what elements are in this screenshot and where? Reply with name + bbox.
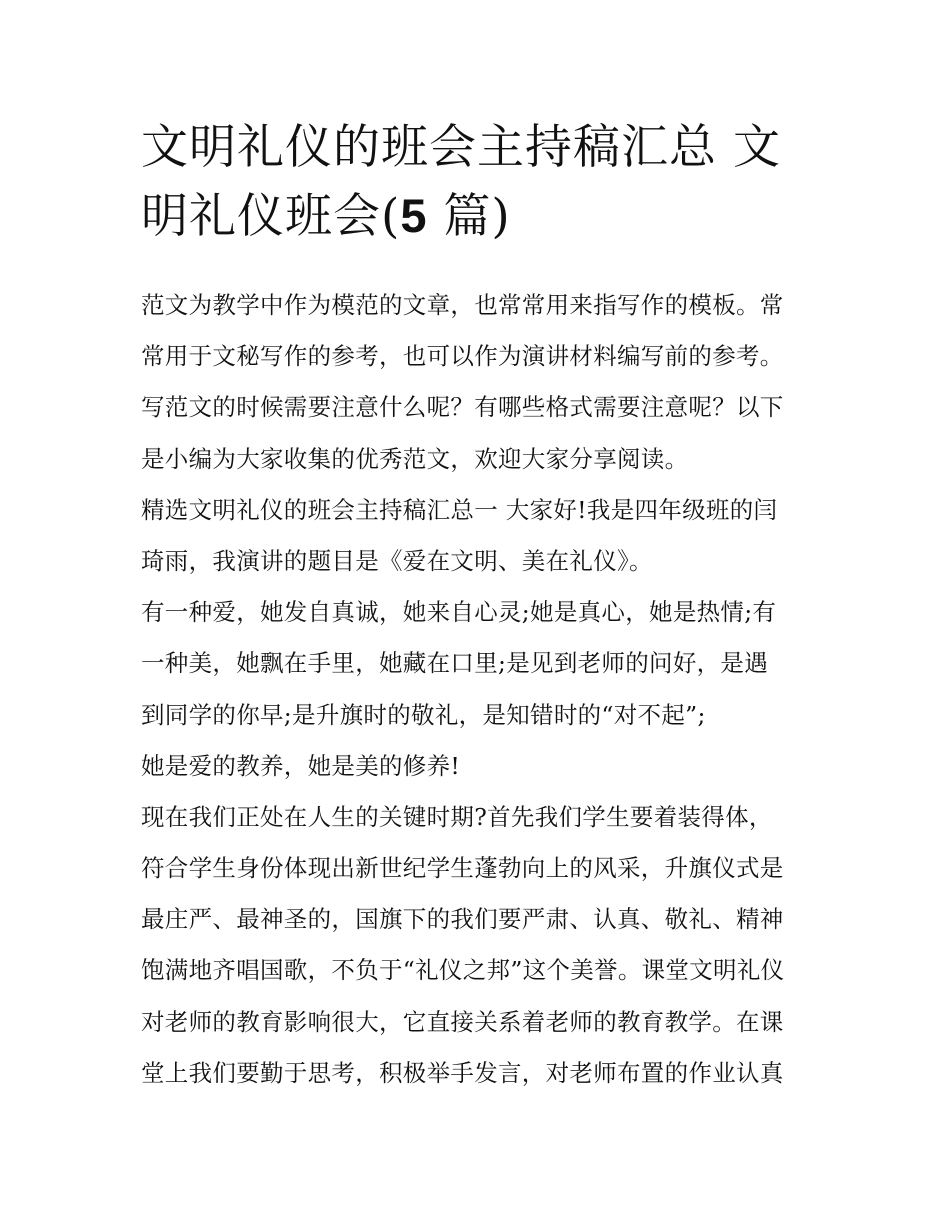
body-line: 饱满地齐唱国歌，不负于“礼仪之邦”这个美誉。课堂文明礼仪 [141,956,785,985]
body-line: 精选文明礼仪的班会主持稿汇总一 大家好!我是四年级班的闫 [141,495,778,524]
body-line: 琦雨，我演讲的题目是《爱在文明、美在礼仪》。 [141,546,653,575]
body-line: 写范文的时候需要注意什么呢？有哪些格式需要注意呢？以下 [141,393,784,422]
body-line: 到同学的你早;是升旗时的敬礼，是知错时的“对不起”; [141,700,706,729]
body-line: 最庄严、最神圣的，国旗下的我们要严肃、认真、敬礼、精神 [141,905,784,934]
title-text-part2: 篇) [427,189,511,244]
title-text-part1: 文明礼仪的班会主持稿汇总 文明礼仪班会( [141,120,781,244]
body-line: 对老师的教育影响很大，它直接关系着老师的教育教学。在课 [141,1007,784,1036]
body-line: 她是爱的教养，她是美的修养! [141,751,461,780]
body-line: 现在我们正处在人生的关键时期?首先我们学生要着装得体， [141,802,773,831]
body-line: 堂上我们要勤于思考，积极举手发言，对老师布置的作业认真 [141,1058,784,1087]
document-title [141,114,821,251]
body-line: 是小编为大家收集的优秀范文，欢迎大家分享阅读。 [141,444,689,473]
title-number: 5 [400,189,428,242]
body-line: 符合学生身份体现出新世纪学生蓬勃向上的风采，升旗仪式是 [141,854,784,883]
body-line: 有一种爱，她发自真诚，她来自心灵;她是真心，她是热情;有 [141,598,777,627]
document-body [141,280,813,1099]
body-line: 常用于文秘写作的参考，也可以作为演讲材料编写前的参考。 [141,342,784,371]
body-line: 一种美，她飘在手里，她藏在口里;是见到老师的问好，是遇 [141,649,769,678]
body-line: 范文为教学中作为模范的文章，也常常用来指写作的模板。常 [141,291,784,319]
